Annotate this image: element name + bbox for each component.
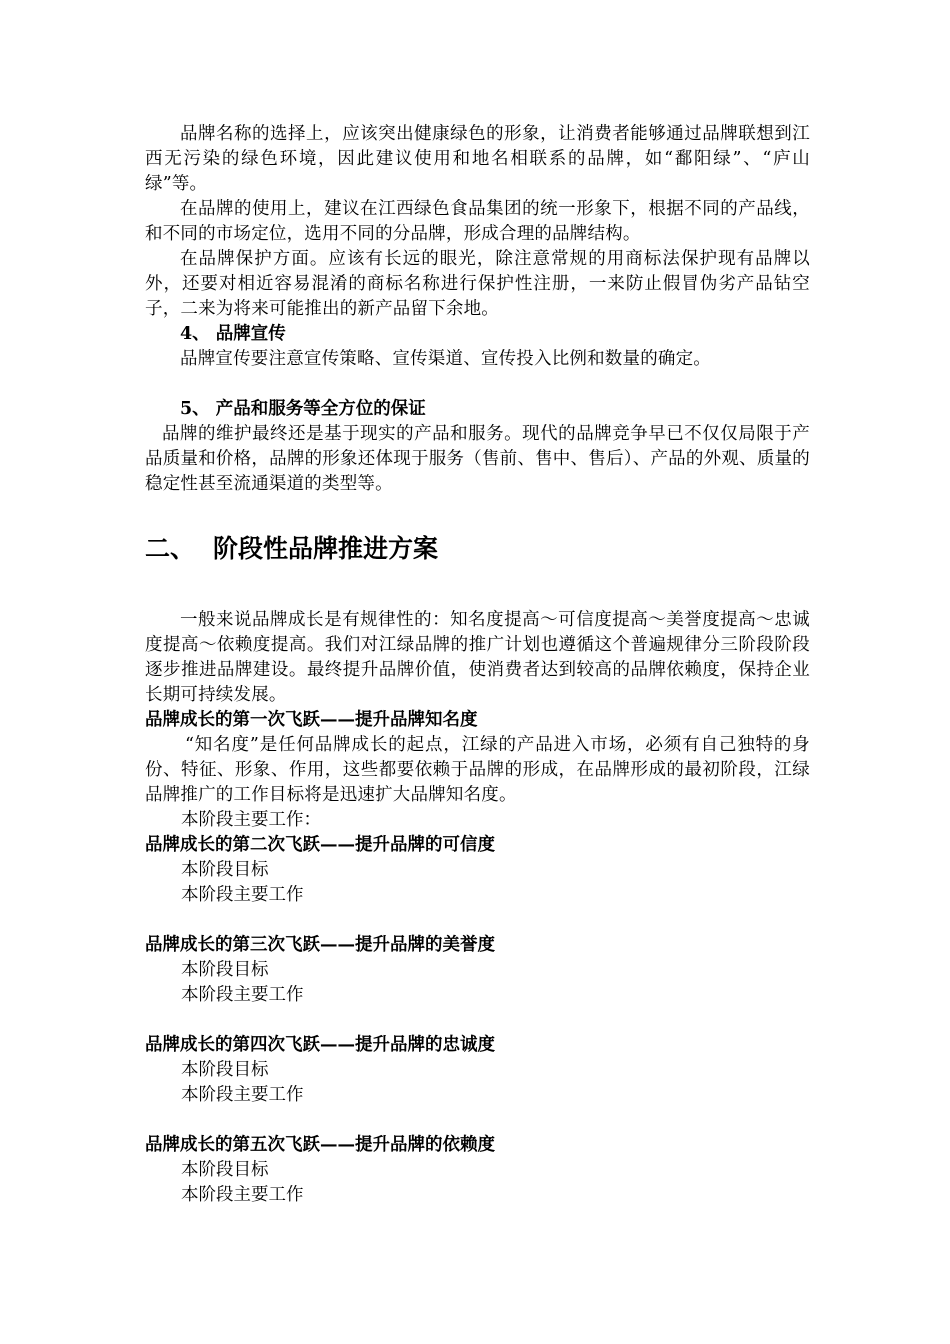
heading-brand-promotion: 4、 品牌宣传: [180, 324, 286, 344]
paragraph-section-intro: 一般来说品牌成长是有规律性的：知名度提高～可信度提高～美誉度提高～忠诚度提高～依赖度提高。我们对江绿品牌的推广计划也遵循这个普遍规律分三阶段阶段逐步推进品牌建设。最终提升品牌价值，使消费者达到较高的品牌依赖度，保持企业长期可持续发展。: [145, 610, 810, 705]
stage5-work: 本阶段主要工作: [181, 1185, 304, 1205]
stage2-work: 本阶段主要工作: [181, 885, 304, 905]
stage5-heading: 品牌成长的第五次飞跃——提升品牌的依赖度: [145, 1135, 495, 1155]
paragraph-product-service: 品牌的维护最终还是基于现实的产品和服务。现代的品牌竞争早已不仅仅局限于产品质量和价格，品牌的形象还体现于服务（售前、售中、售后）、产品的外观、质量的稳定性甚至流通渠道的类型等。: [145, 424, 810, 494]
stage5-goal: 本阶段目标: [181, 1160, 269, 1180]
stage3-goal: 本阶段目标: [181, 960, 269, 980]
heading-product-service: 5、 产品和服务等全方位的保证: [180, 399, 426, 419]
stage4-goal: 本阶段目标: [181, 1060, 269, 1080]
paragraph-brand-promotion: 品牌宣传要注意宣传策略、宣传渠道、宣传投入比例和数量的确定。: [180, 349, 711, 369]
paragraph-brand-usage: 在品牌的使用上，建议在江西绿色食品集团的统一形象下，根据不同的产品线，和不同的市场定位，选用不同的分品牌，形成合理的品牌结构。: [145, 199, 810, 244]
stage1-work: 本阶段主要工作：: [181, 810, 321, 830]
stage1-text: “知名度”是任何品牌成长的起点，江绿的产品进入市场，必须有自己独特的身份、特征、形象、作用，这些都要依赖于品牌的形成，在品牌形成的最初阶段，江绿品牌推广的工作目标将是迅速扩大品牌知名度。: [145, 735, 810, 805]
stage1-heading: 品牌成长的第一次飞跃——提升品牌知名度: [145, 710, 478, 730]
stage3-work: 本阶段主要工作: [181, 985, 304, 1005]
stage2-goal: 本阶段目标: [181, 860, 269, 880]
section-title-text: 阶段性品牌推进方案: [213, 534, 439, 563]
stage3-heading: 品牌成长的第三次飞跃——提升品牌的美誉度: [145, 935, 495, 955]
paragraph-brand-name: 品牌名称的选择上，应该突出健康绿色的形象，让消费者能够通过品牌联想到江西无污染的绿色环境，因此建议使用和地名相联系的品牌，如“鄱阳绿”、“庐山绿”等。: [145, 124, 810, 194]
paragraph-brand-protection: 在品牌保护方面。应该有长远的眼光，除注意常规的用商标法保护现有品牌以外，还要对相近容易混淆的商标名称进行保护性注册，一来防止假冒伪劣产品钻空子，二来为将来可能推出的新产品留下余地。: [145, 249, 810, 319]
stage4-heading: 品牌成长的第四次飞跃——提升品牌的忠诚度: [145, 1035, 495, 1055]
section-number: 二、: [145, 534, 196, 563]
stage4-work: 本阶段主要工作: [181, 1085, 304, 1105]
stage2-heading: 品牌成长的第二次飞跃——提升品牌的可信度: [145, 835, 495, 855]
section-title: [145, 527, 810, 571]
document-page: [145, 122, 810, 1208]
